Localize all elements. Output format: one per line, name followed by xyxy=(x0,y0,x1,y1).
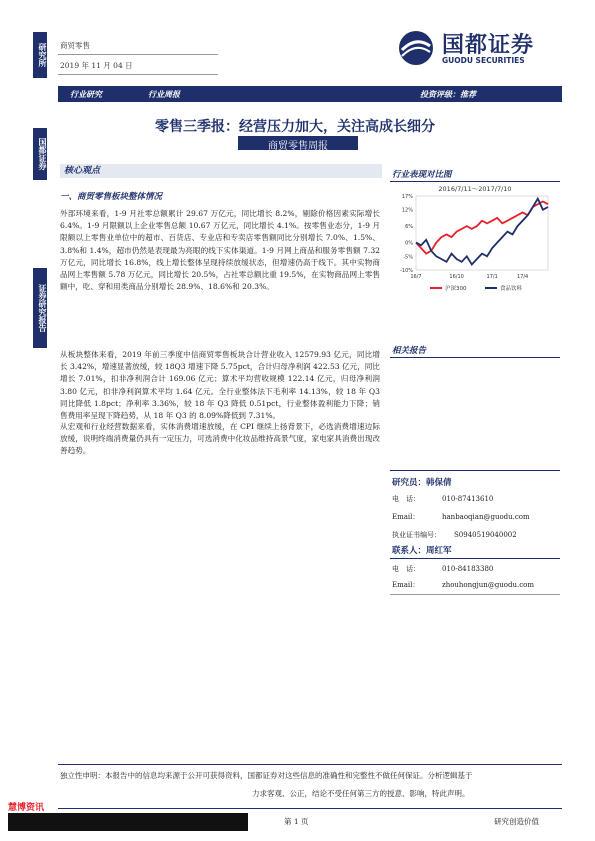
phone-label-2: 电 话： xyxy=(392,565,420,573)
watermark: 慧博资讯 xyxy=(8,803,45,813)
header-rule-2 xyxy=(58,74,218,75)
footer-rule-bottom xyxy=(58,808,562,809)
bar-industry-weekly: 行业周报 xyxy=(148,90,180,99)
disclaimer-line-2: 力求客观、公正，结论不受任何第三方的授意、影响，特此声明。 xyxy=(252,789,470,798)
email-label-2: Email： xyxy=(392,581,420,589)
watermark-strip xyxy=(8,813,248,831)
y-tick-label: 12% xyxy=(401,207,413,214)
investment-rating: 投资评级：推荐 xyxy=(420,90,476,99)
analyst-email-row xyxy=(392,512,530,522)
category-label: 商贸零售 xyxy=(60,41,90,50)
page-subtitle: 商贸零售周报 xyxy=(268,141,328,152)
x-tick-label: 17/1 xyxy=(486,274,498,280)
sidebar-tab-research-institute: 研究所 xyxy=(33,32,47,78)
contact-person-row xyxy=(392,544,452,556)
series-line-0 xyxy=(416,202,548,254)
contact-email-row xyxy=(392,580,534,590)
analyst-label: 研究员： xyxy=(392,478,427,488)
license-row xyxy=(392,530,517,540)
logo-text-cn: 国都证券 xyxy=(442,33,535,58)
sidebar-tab-guodu: 国都证券 xyxy=(33,128,47,180)
analyst-email[interactable]: hanbaoqian@guodu.com xyxy=(442,513,530,521)
x-tick-label: 16/7 xyxy=(410,274,422,280)
y-tick-label: 17% xyxy=(401,194,413,200)
page-title: 零售三季报：经营压力加大，关注高成长细分 xyxy=(155,119,435,135)
license-number: S0940519040002 xyxy=(454,531,517,539)
performance-chart xyxy=(390,182,560,302)
core-view-heading: 核心观点 xyxy=(60,164,382,178)
contacts-rule-top xyxy=(390,470,560,471)
chart-plot-frame xyxy=(416,196,548,270)
legend-label-1: 食品饮料 xyxy=(500,286,523,292)
chart-heading: 行业表现对比图 xyxy=(392,170,452,180)
y-tick-label: 6% xyxy=(405,224,413,231)
x-tick-label: 16/10 xyxy=(449,274,464,280)
contact-phone-row xyxy=(392,564,493,574)
logo-emblem-icon xyxy=(396,28,436,68)
phone-label: 电 话： xyxy=(392,495,420,503)
section-1-heading: 一、商贸零售板块整体情况 xyxy=(60,192,163,202)
analyst-row xyxy=(392,476,452,488)
paragraph-macro: 外部环境来看，1-9 月社零总额累计 29.67 万亿元，同比增长 8.2%，剔除价格因素实际增长 6.4%。1-9 月限额以上企业零售总额 10.67 万亿元，同比增长 4.1%。按零售业态分，1-9 月限额以上零售业单位中的超市、百货店、专业店和专卖店零售额同比分别增长 7.0%、1.5%、3.8%和 1.4%，超市仍然是表现最为亮眼的线下实体渠道。1-9 月网上商品和服务零售额 7.32 万亿元，同比增长 16.8%，线上增长整体呈现持续放缓状态，但增速仍高于线下。其中实物商品网上零售额 5.78 万亿元，同比增长 20.5%，占社零总额比重 19.5%，在实物商品网上零售额中，吃、穿和用类商品分别增长 28.9%、18.6%和 20.3%。 xyxy=(60,209,380,292)
related-reports-heading: 相关报告 xyxy=(392,346,427,356)
related-heading-rule xyxy=(390,357,560,358)
footer-rule-top xyxy=(58,764,562,765)
header-rule-1 xyxy=(58,54,218,55)
y-tick-label: -10% xyxy=(400,268,413,274)
license-label: 执业证书编号： xyxy=(392,531,441,539)
bar-industry-research: 行业研究 xyxy=(70,90,102,99)
legend-label-0: 沪深300 xyxy=(445,286,467,292)
x-tick-label: 17/4 xyxy=(516,274,529,280)
page-number: 第 1 页 xyxy=(284,817,309,826)
y-tick-label: 0% xyxy=(405,240,413,247)
disclaimer-line-1: 独立性申明：本报告中的信息均来源于公开可获得资料，国都证券对这些信息的准确性和完整性不做任何保证。分析逻辑基于 xyxy=(60,771,473,780)
logo-text-en: GUODU SECURITIES xyxy=(442,56,525,65)
paragraph-sector: 从板块整体来看，2019 年前三季度中信商贸零售板块合计营业收入 12579.93 亿元，同比增长 3.42%，增速显著放缓，较 18Q3 增速下降 5.75pct，合计归母净利润 422.53 亿元，同比增长 7.01%，扣非净利润合计 169.06 亿元；算术平均营收规模 122.14 亿元，归母净利润 3.80 亿元，扣非净利润算术平均 1.64 亿元。全行业整体法下毛利率 14.13%，较 18 年 Q3 同比降低 1.8pct；净利率 3.36%，较 18 年 Q3 降低 0.51pct，行业整体盈利能力下降；销售费用率呈现下降趋势，从 18 年 Q3 的 8.09%降低到 7.31%。 xyxy=(60,350,380,421)
analyst-name: 韩保倩 xyxy=(426,478,452,488)
y-tick-label: -5% xyxy=(403,254,413,261)
series-line-1 xyxy=(416,199,548,265)
contact-phone: 010-84183380 xyxy=(442,565,494,573)
email-label: Email： xyxy=(392,513,420,521)
paragraph-outlook: 从宏观和行业经营数据来看，实体消费增速放缓，在 CPI 继续上扬背景下，必选消费增速边际放缓，说明终端消费量仍具有一定压力，可选消费中化妆品维持高景气度，家电家具消费出现改善趋势。 xyxy=(60,422,380,456)
contacts-rule-mid xyxy=(390,558,560,559)
report-type-bar xyxy=(58,86,562,102)
analyst-phone: 010-87413610 xyxy=(442,495,494,503)
contacts-rule-bottom xyxy=(390,594,560,595)
footer-slogan: 研究创造价值 xyxy=(494,817,539,826)
chart-title: 2016/7/11～2017/7/10 xyxy=(438,185,512,193)
sidebar-tab-securities-report: 证券研究报告 xyxy=(33,268,47,348)
company-logo xyxy=(396,28,556,72)
contact-name: 周红军 xyxy=(426,546,452,556)
contact-label: 联系人： xyxy=(392,546,427,556)
analyst-phone-row xyxy=(392,494,493,504)
report-date: 2019 年 11 月 04 日 xyxy=(60,61,133,70)
contact-email[interactable]: zhouhongjun@guodu.com xyxy=(442,581,535,589)
